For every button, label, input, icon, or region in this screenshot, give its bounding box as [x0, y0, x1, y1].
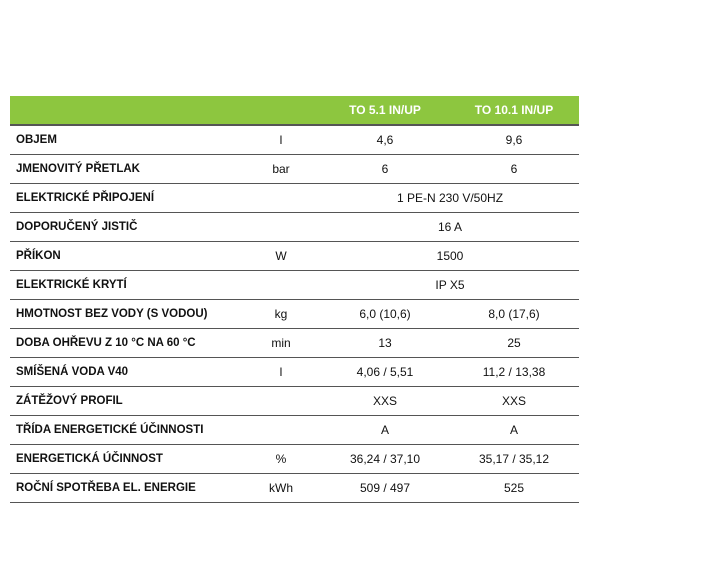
row-label: JMENOVITÝ PŘETLAK — [10, 155, 241, 184]
header-label-cell — [10, 96, 241, 125]
row-value-to101: 6 — [449, 155, 579, 184]
header-model-to101: TO 10.1 IN/UP — [474, 103, 554, 117]
row-label: HMOTNOST BEZ VODY (S VODOU) — [10, 300, 241, 329]
row-label: ZÁTĚŽOVÝ PROFIL — [10, 387, 241, 416]
row-label: PŘÍKON — [10, 242, 241, 271]
table-row — [10, 125, 579, 155]
row-value-to51: 4,06 / 5,51 — [321, 358, 449, 387]
row-unit: kg — [241, 300, 321, 329]
row-value-shared: 16 A — [321, 213, 579, 242]
row-label: OBJEM — [10, 125, 241, 155]
row-value-to51: 4,6 — [321, 125, 449, 155]
table-row — [10, 416, 579, 445]
row-label: ELEKTRICKÉ PŘIPOJENÍ — [10, 184, 241, 213]
row-value-to101: XXS — [449, 387, 579, 416]
table-row — [10, 184, 579, 213]
row-value-to51: 6 — [321, 155, 449, 184]
row-unit — [241, 387, 321, 416]
row-label: ENERGETICKÁ ÚČINNOST — [10, 445, 241, 474]
row-unit: kWh — [241, 474, 321, 503]
row-unit: W — [241, 242, 321, 271]
row-unit: % — [241, 445, 321, 474]
row-value-to51: A — [321, 416, 449, 445]
row-value-to51: 36,24 / 37,10 — [321, 445, 449, 474]
row-value-to51: XXS — [321, 387, 449, 416]
row-value-to51: 509 / 497 — [321, 474, 449, 503]
table-row — [10, 445, 579, 474]
spec-table — [10, 96, 579, 503]
row-value-to101: 525 — [449, 474, 579, 503]
row-value-to101: 9,6 — [449, 125, 579, 155]
row-unit — [241, 416, 321, 445]
row-unit — [241, 213, 321, 242]
row-value-to101: A — [449, 416, 579, 445]
row-label: DOPORUČENÝ JISTIČ — [10, 213, 241, 242]
table-row — [10, 387, 579, 416]
row-label: TŘÍDA ENERGETICKÉ ÚČINNOSTI — [10, 416, 241, 445]
table-row — [10, 155, 579, 184]
row-value-to101: 11,2 / 13,38 — [449, 358, 579, 387]
row-label: ROČNÍ SPOTŘEBA EL. ENERGIE — [10, 474, 241, 503]
row-unit: min — [241, 329, 321, 358]
row-unit: l — [241, 358, 321, 387]
row-value-to101: 25 — [449, 329, 579, 358]
row-value-to101: 8,0 (17,6) — [449, 300, 579, 329]
row-value-to101: 35,17 / 35,12 — [449, 445, 579, 474]
header-model-to51: TO 5.1 IN/UP — [349, 103, 421, 117]
row-label: ELEKTRICKÉ KRYTÍ — [10, 271, 241, 300]
header-unit-cell — [241, 96, 321, 125]
row-value-shared: 1 PE-N 230 V/50HZ — [321, 184, 579, 213]
row-label: DOBA OHŘEVU Z 10 °C NA 60 °C — [10, 329, 241, 358]
table-row — [10, 300, 579, 329]
table-row — [10, 474, 579, 503]
row-value-shared: IP X5 — [321, 271, 579, 300]
table-row — [10, 213, 579, 242]
table-row — [10, 358, 579, 387]
table-row — [10, 242, 579, 271]
table-row — [10, 329, 579, 358]
row-unit — [241, 184, 321, 213]
row-value-shared: 1500 — [321, 242, 579, 271]
table-row — [10, 271, 579, 300]
row-unit: l — [241, 125, 321, 155]
row-value-to51: 13 — [321, 329, 449, 358]
row-unit: bar — [241, 155, 321, 184]
row-unit — [241, 271, 321, 300]
header-row — [10, 96, 579, 125]
row-value-to51: 6,0 (10,6) — [321, 300, 449, 329]
row-label: SMÍŠENÁ VODA V40 — [10, 358, 241, 387]
